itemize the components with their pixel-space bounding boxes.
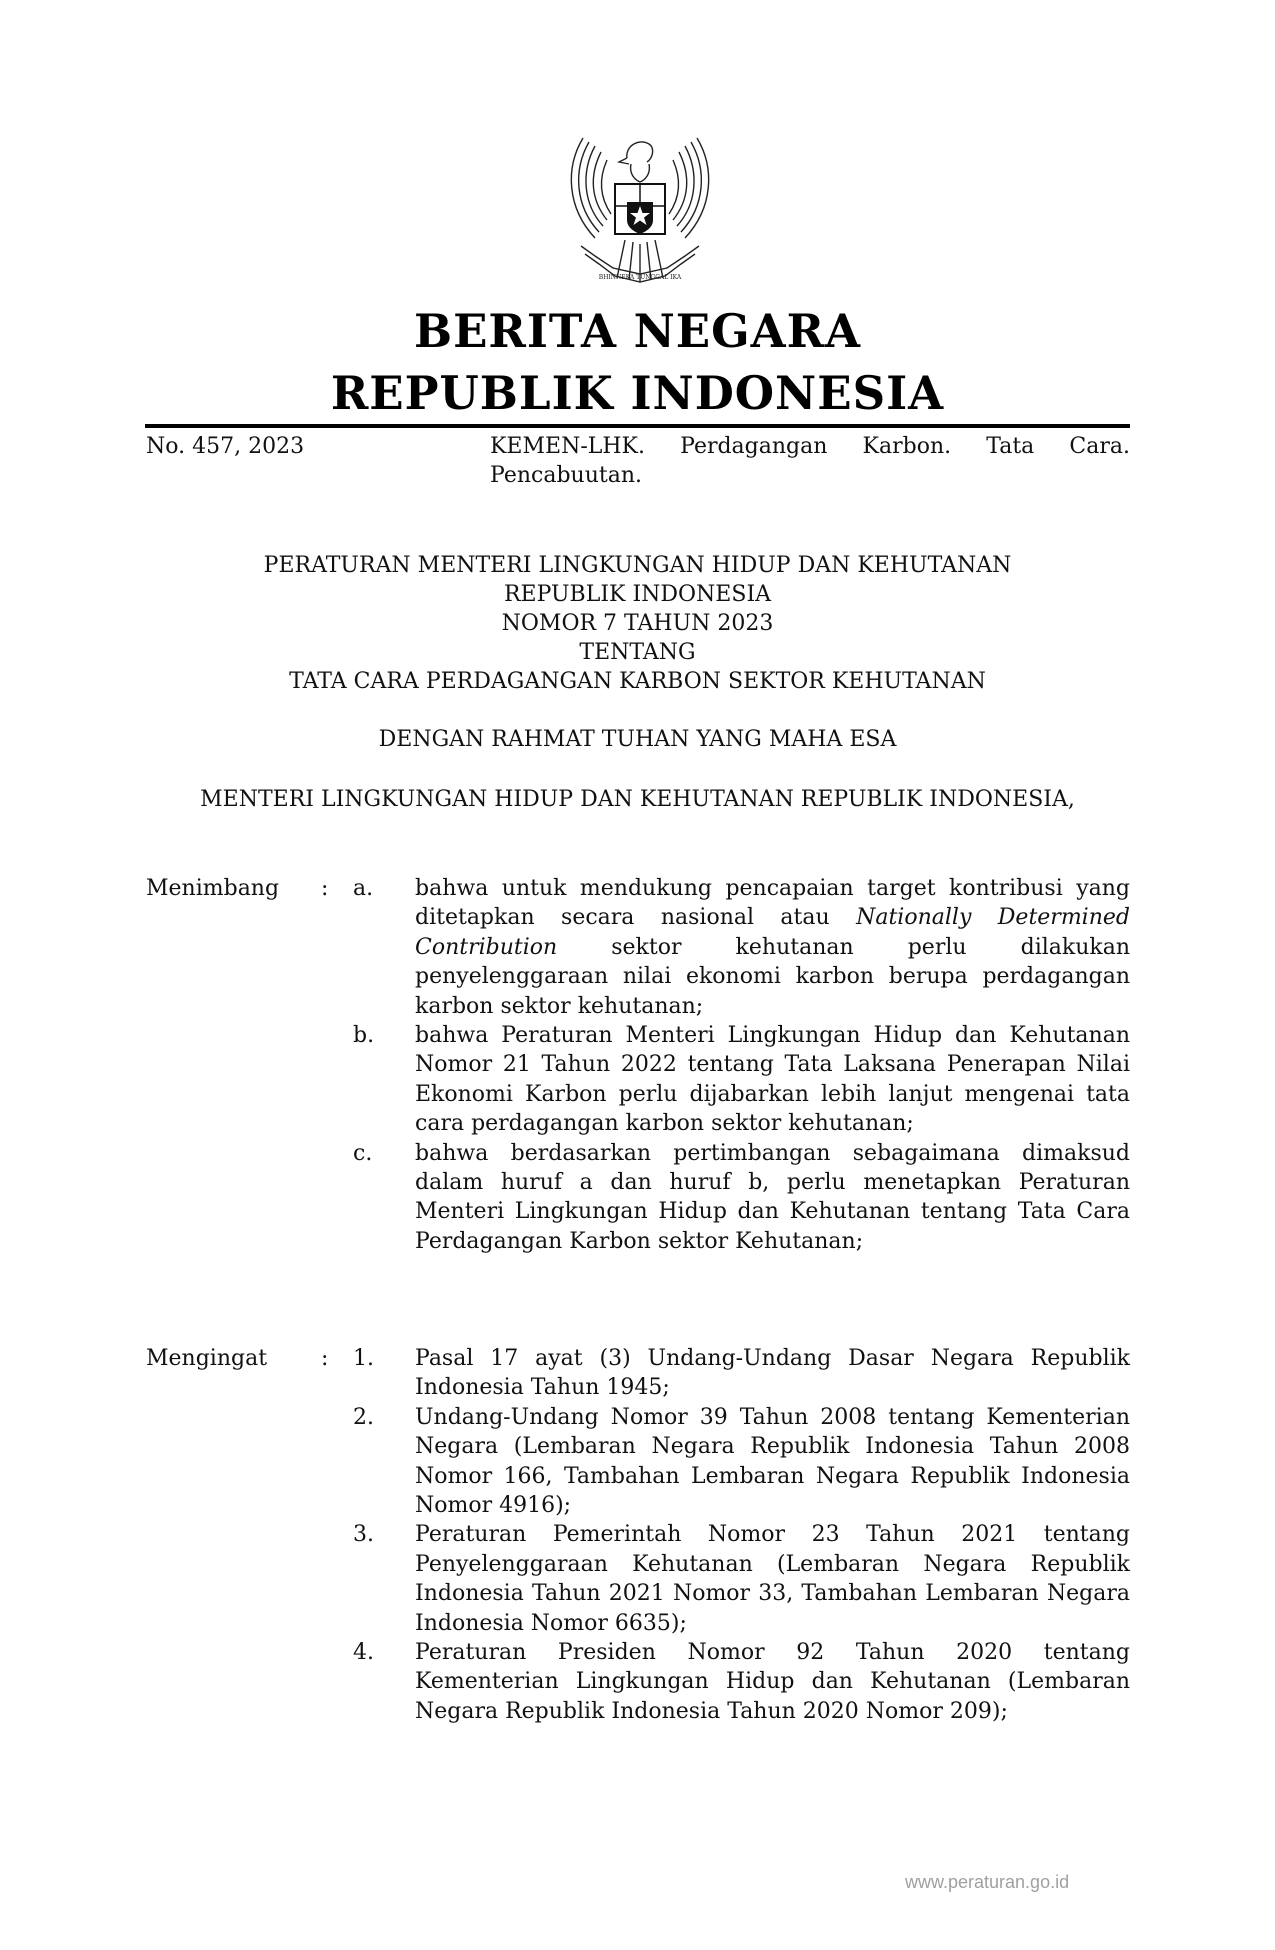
item-marker: 2. — [353, 1404, 374, 1430]
list-item — [349, 1520, 1130, 1638]
list-item — [349, 1139, 1130, 1257]
section-colon: : — [321, 1346, 329, 1371]
regulation-title-line: PERATURAN MENTERI LINGKUNGAN HIDUP DAN KEHUTANAN — [263, 553, 1012, 578]
regulation-subject: TATA CARA PERDAGANGAN KARBON SEKTOR KEHUTANAN — [289, 669, 986, 694]
item-text: Peraturan Presiden Nomor 92 Tahun 2020 tentang Kementerian Lingkungan Hidup dan Kehutanan (Lembaran Negara Republik Indonesia Tahun 2020 Nomor 209); — [415, 1640, 1130, 1724]
masthead-title-line1: BERITA NEGARA — [413, 304, 861, 358]
list-item — [349, 874, 1130, 1021]
footer-source-link[interactable]: www.peraturan.go.id — [905, 1872, 1070, 1892]
item-marker: 3. — [353, 1522, 374, 1548]
regulation-title-line: REPUBLIK INDONESIA — [503, 582, 772, 607]
masthead-divider — [145, 424, 1130, 428]
gazette-description: KEMEN-LHK. Perdagangan Karbon. Tata Cara. Pencabuutan. — [490, 434, 1130, 488]
item-text: Peraturan Pemerintah Nomor 23 Tahun 2021 tentang Penyelenggaraan Kehutanan (Lembaran Negara Republik Indonesia Tahun 2021 Nomor 33, Tambahan Lembaran Negara Indonesia Nomor 6635); — [415, 1522, 1130, 1636]
list-item — [349, 1638, 1130, 1726]
masthead-title-line2: REPUBLIK INDONESIA — [330, 366, 945, 420]
item-marker: c. — [353, 1140, 373, 1166]
item-marker: b. — [353, 1023, 375, 1049]
regulation-title-block — [0, 551, 1275, 696]
item-text: bahwa berdasarkan pertimbangan sebagaimana dimaksud dalam huruf a dan huruf b, perlu menetapkan Peraturan Menteri Lingkungan Hidup dan Kehutanan tentang Tata Cara Perdagangan Karbon sektor Kehutanan; — [415, 1140, 1130, 1254]
section-label: Mengingat — [146, 1346, 268, 1371]
italic-term: Nationally Determined Contribution — [415, 905, 1130, 960]
gazette-number: No. 457, 2023 — [146, 434, 305, 459]
section-colon: : — [321, 876, 329, 901]
regulation-number: NOMOR 7 TAHUN 2023 — [501, 611, 774, 636]
item-text: bahwa Peraturan Menteri Lingkungan Hidup dan Kehutanan Nomor 21 Tahun 2022 tentang Tata Laksana Penerapan Nilai Ekonomi Karbon perlu dijabarkan lebih lanjut mengenai tata cara perdagangan karbon sektor kehutanan; — [415, 1023, 1130, 1137]
item-marker: 1. — [353, 1346, 374, 1371]
item-text: Pasal 17 ayat (3) Undang-Undang Dasar Negara Republik Indonesia Tahun 1945; — [415, 1346, 1130, 1401]
regulation-about: TENTANG — [579, 640, 696, 665]
section-mengingat — [146, 1344, 1130, 1726]
item-marker: 4. — [353, 1640, 374, 1666]
garuda-emblem-icon — [555, 128, 725, 293]
list-item — [349, 1344, 1130, 1403]
list-item — [349, 1021, 1130, 1139]
item-text: Undang-Undang Nomor 39 Tahun 2008 tentang Kementerian Negara (Lembaran Negara Republik Indonesia Tahun 2008 Nomor 166, Tambahan Lembaran Negara Republik Indonesia Nomor 4916); — [415, 1404, 1130, 1519]
item-marker: a. — [353, 876, 374, 901]
svg-text:BHINNEKA TUNGGAL IKA: BHINNEKA TUNGGAL IKA — [598, 274, 682, 281]
item-text: bahwa untuk mendukung pencapaian target kontribusi yang ditetapkan secara nasional atau Nationally Determined Contribution sektor kehutanan perlu dilakukan penyelenggaraan nilai ekonomi karbon berupa perdagangan karbon sektor kehutanan; — [415, 876, 1130, 1019]
invocation: DENGAN RAHMAT TUHAN YANG MAHA ESA — [378, 727, 897, 752]
section-menimbang — [146, 874, 1130, 1256]
issuing-authority: MENTERI LINGKUNGAN HIDUP DAN KEHUTANAN REPUBLIK INDONESIA, — [200, 787, 1075, 812]
list-item — [349, 1403, 1130, 1521]
section-label: Menimbang — [146, 876, 280, 901]
